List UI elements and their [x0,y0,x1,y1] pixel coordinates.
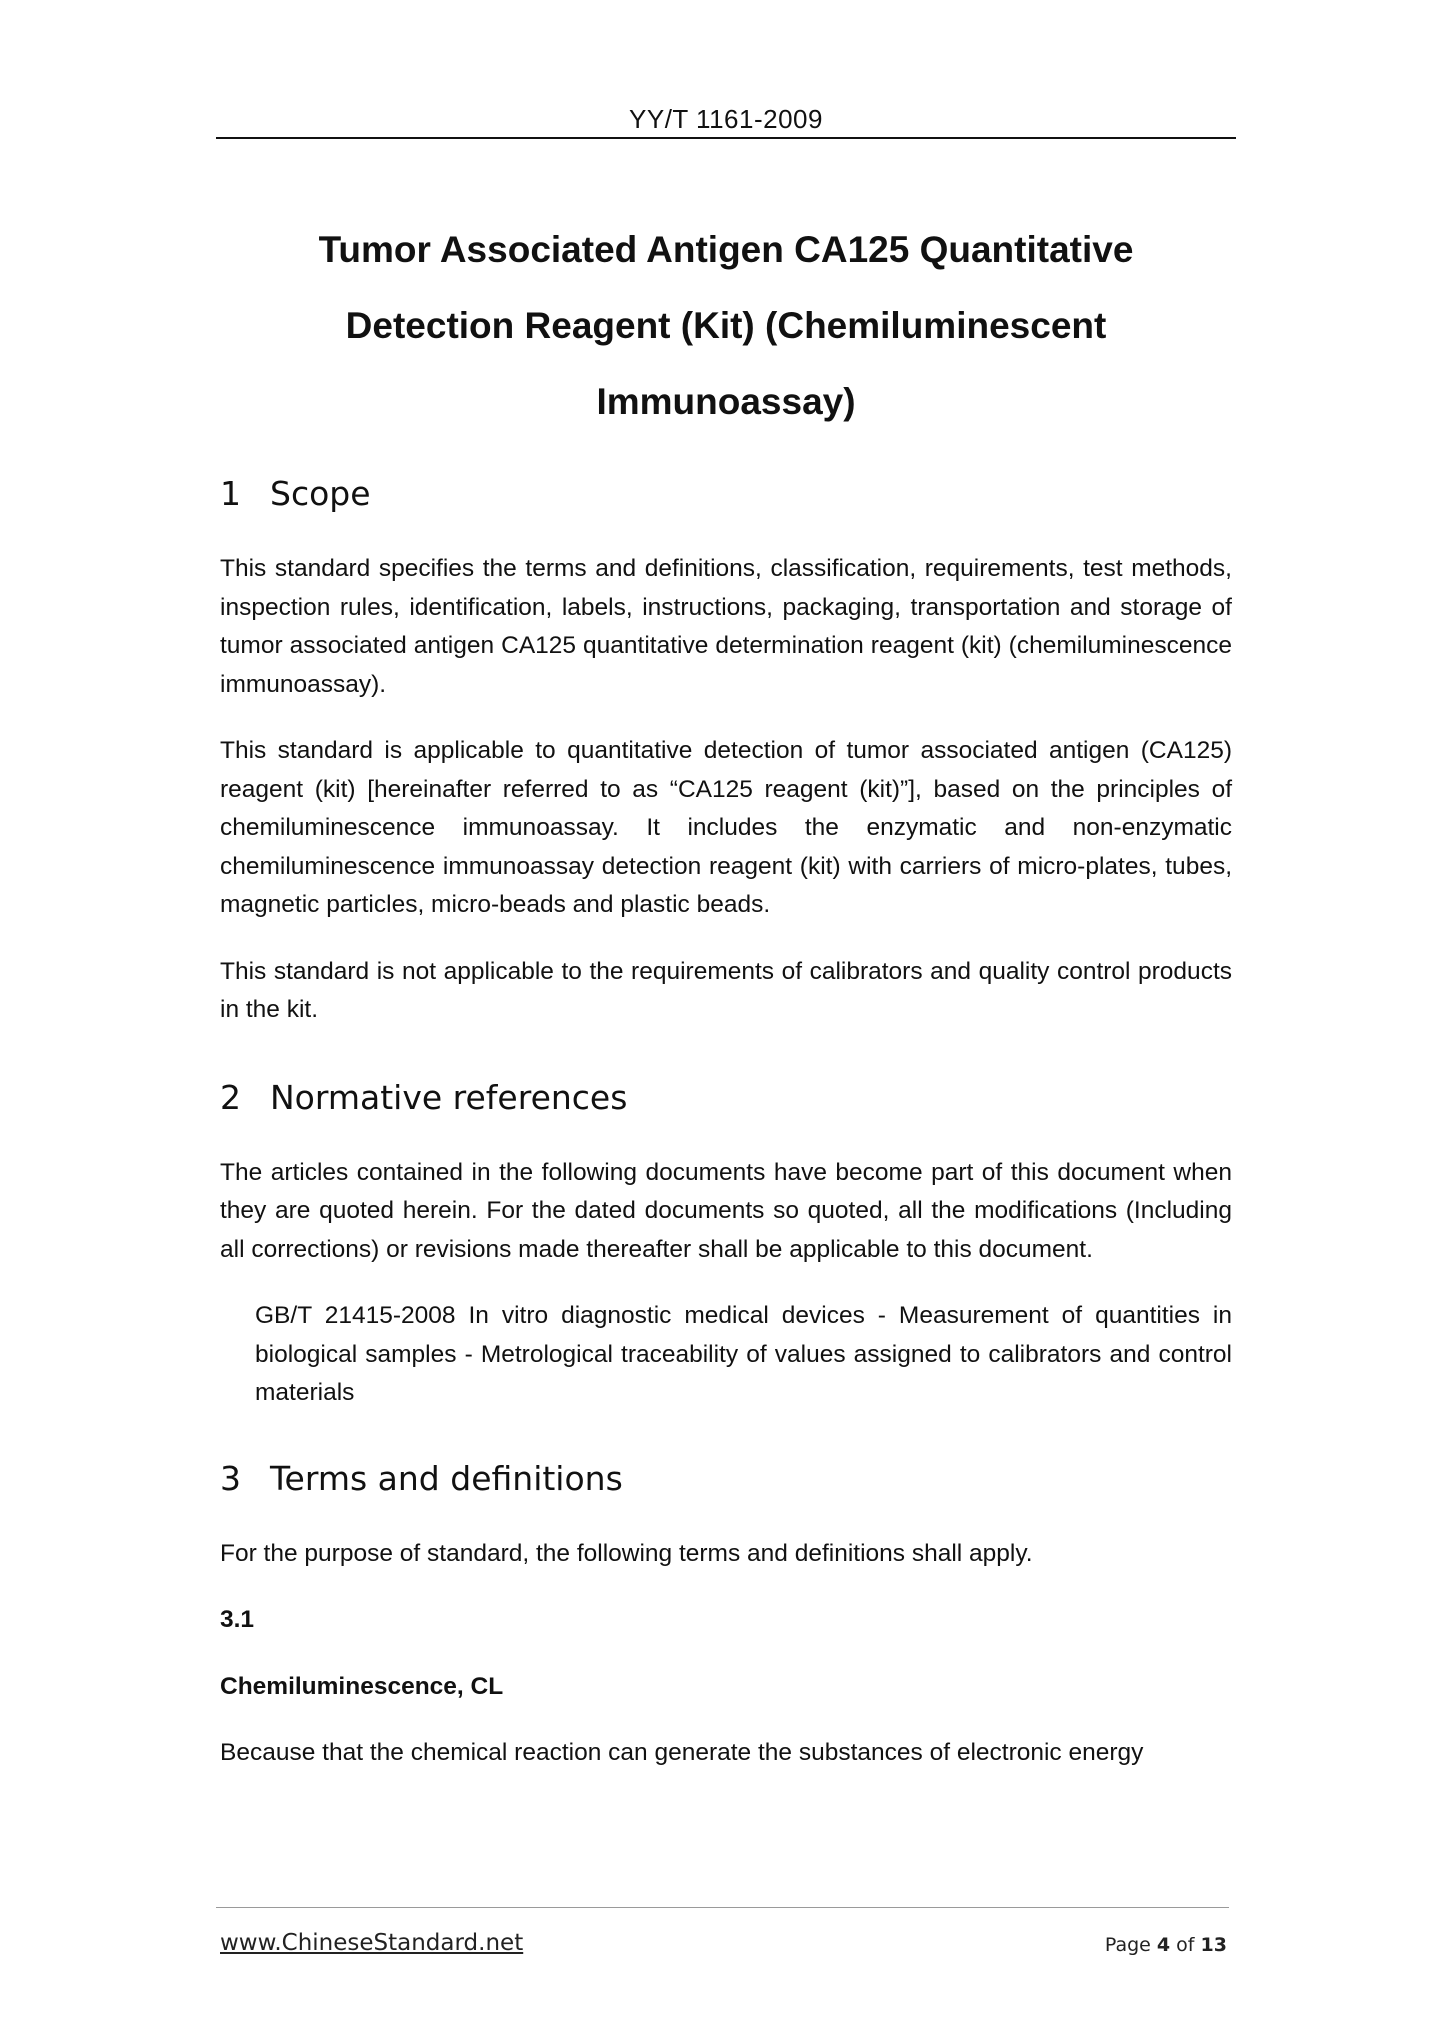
term-number: 3.1 [220,1606,255,1633]
page-number [1105,1934,1227,1956]
normative-references-paragraph: The articles contained in the following documents have become part of this document when they are quoted herein. For the dated documents so quoted, all the modifications (Including all corrections) or revisions made thereafter shall be applicable to this document. [220,1158,1232,1263]
section-heading-terms-and-definitions [220,1457,1232,1501]
document-title-line-1: Tumor Associated Antigen CA125 Quantitative [318,229,1134,270]
running-header: YY/T 1161-2009 [629,104,823,134]
section-number: 3 [220,1458,241,1498]
current-page-number: 4 [1156,1934,1171,1956]
reference-item-gb-t-21415: GB/T 21415-2008 In vitro diagnostic medical devices - Measurement of quantities in biological samples - Metrological traceability of values assigned to calibrators and control materials [255,1302,1232,1406]
section-heading-normative-references [220,1076,1232,1120]
section-title: Normative references [270,1077,628,1117]
page-of-label: of [1176,1934,1195,1956]
page-label: Page [1104,1934,1151,1956]
scope-paragraph-3: This standard is not applicable to the requirements of calibrators and quality control products in the kit. [220,957,1232,1023]
header-rule [216,137,1236,139]
document-title-line-3: Immunoassay) [596,381,856,422]
section-number: 2 [220,1077,241,1117]
term-name: Chemiluminescence, CL [220,1672,504,1700]
section-title: Terms and definitions [270,1458,623,1498]
document-body [220,472,1232,1801]
scope-paragraph-1: This standard specifies the terms and definitions, classification, requirements, test methods, inspection rules, identification, labels, instructions, packaging, transportation and storage of tumor associated antigen CA125 quantitative determination reagent (kit) (chemiluminescence immunoassay). [220,555,1232,698]
website-link[interactable]: www.ChineseStandard.net [220,1930,524,1956]
scope-paragraph-2: This standard is applicable to quantitative detection of tumor associated antigen (CA125) reagent (kit) [hereinafter referred to as “CA125 reagent (kit)”], based on the principles of chemiluminescence immunoassay. It includes the enzymatic and non-enzymatic chemiluminescence immunoassay detection reagent (kit) with carriers of micro-plates, tubes, magnetic particles, micro-beads and plastic beads. [220,737,1232,918]
terms-intro: For the purpose of standard, the following terms and definitions shall apply. [220,1539,1033,1567]
section-title: Scope [270,474,371,513]
total-page-count: 13 [1200,1934,1227,1956]
term-definition: Because that the chemical reaction can generate the substances of electronic energy [220,1739,1144,1766]
document-title-line-2: Detection Reagent (Kit) (Chemiluminescent [345,305,1107,346]
section-heading-scope [220,472,1232,516]
footer-rule [216,1907,1229,1908]
section-number: 1 [220,474,241,513]
document-title [216,212,1236,440]
